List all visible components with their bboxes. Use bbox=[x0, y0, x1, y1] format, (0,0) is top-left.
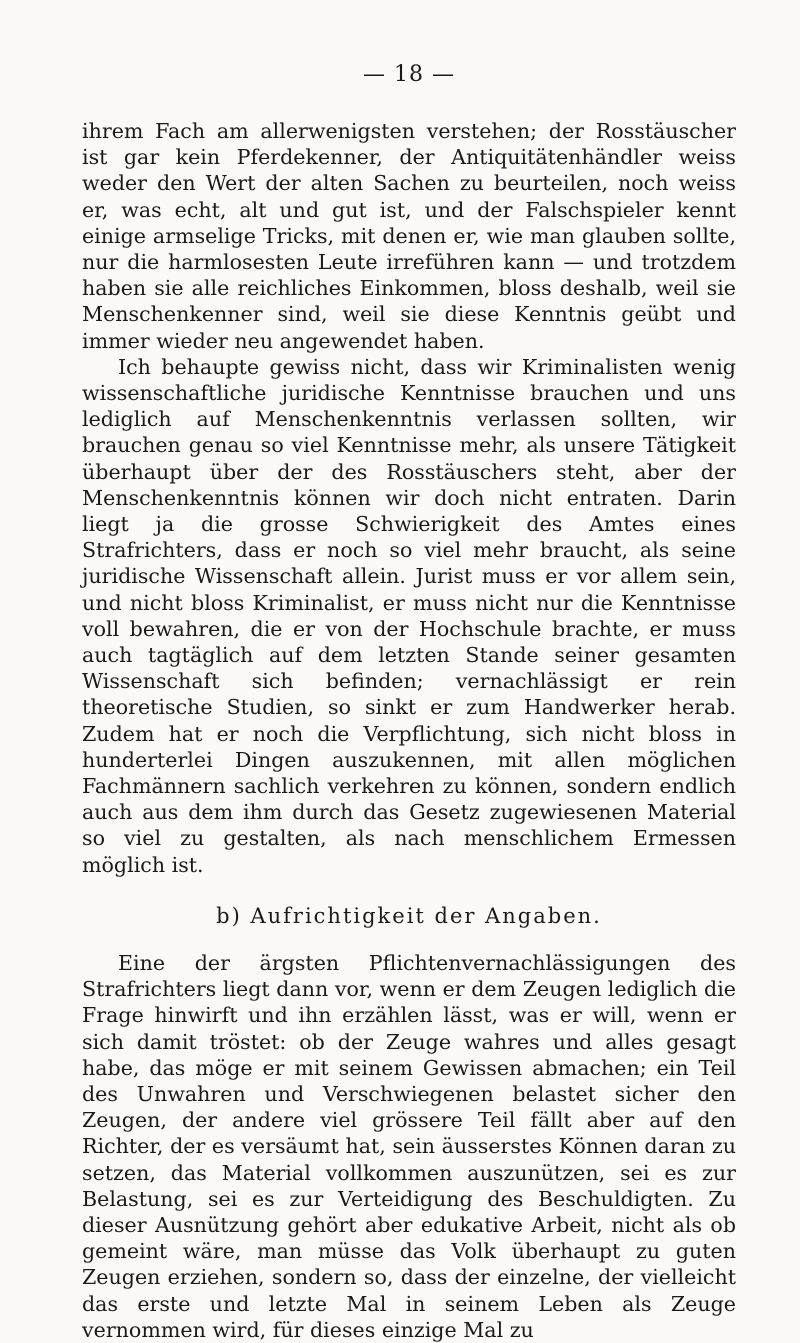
paragraph-pflichtenvernachlaessigung: Eine der ärgsten Pflichtenvernachlässigungen des Strafrichters liegt dann vor, wenn er dem Zeugen lediglich die Frage hinwirft und ihn erzählen lässt, was er will, wenn er sich damit tröstet: ob der Zeuge wahres und alles gesagt habe, das möge er mit seinem Gewissen abmachen; ein Teil des Unwahren und Verschwiegenen belastet sicher den Zeugen, der andere viel grössere Teil fällt aber auf den Richter, der es versäumt hat, sein äusserstes Können daran zu setzen, das Material vollkommen auszunützen, sei es zur Belastung, sei es zur Verteidigung des Beschuldigten. Zu dieser Ausnützung gehört aber edukative Arbeit, nicht als ob gemeint wäre, man müsse das Volk überhaupt zu guten Zeugen erziehen, sondern so, dass der einzelne, der vielleicht das erste und letzte Mal in seinem Leben als Zeuge vernommen wird, für dieses einzige Mal zu bbox=[82, 950, 736, 1342]
section-heading: b) Aufrichtigkeit der Angaben. bbox=[216, 903, 602, 928]
page-number: — 18 — bbox=[363, 62, 455, 87]
paragraph-kriminalist: Ich behaupte gewiss nicht, dass wir Kriminalisten wenig wissenschaftliche juridische Kenntnisse brauchen und uns lediglich auf Menschenkenntnis verlassen sollten, wir brauchen genau so viel Kenntnisse mehr, als unsere Tätigkeit überhaupt über der des Rosstäuschers steht, aber der Menschenkenntnis können wir doch nicht entraten. Darin liegt ja die grosse Schwierigkeit des Amtes eines Strafrichters, dass er noch so viel mehr braucht, als seine juridische Wissenschaft allein. Jurist muss er vor allem sein, und nicht bloss Kriminalist, er muss nicht nur die Kenntnisse voll bewahren, die er von der Hochschule brachte, er muss auch tagtäglich auf dem letzten Stande seiner gesamten Wissenschaft sich befinden; vernachlässigt er rein theoretische Studien, so sinkt er zum Handwerker herab. Zudem hat er noch die Verpflichtung, sich nicht bloss in hunderterlei Dingen auszukennen, mit allen möglichen Fachmännern sachlich verkehren zu können, sondern endlich auch aus dem ihm durch das Gesetz zugewiesenen Material so viel zu gestalten, als nach menschlichem Ermessen möglich ist. bbox=[82, 354, 736, 877]
paragraph-continuation: ihrem Fach am allerwenigsten verstehen; der Rosstäuscher ist gar kein Pferdekenner, der Antiquitätenhändler weiss weder den Wert der alten Sachen zu beurteilen, noch weiss er, was echt, alt und gut ist, und der Falschspieler kennt einige armselige Tricks, mit denen er, wie man glauben sollte, nur die harmlosesten Leute irreführen kann — und trotzdem haben sie alle reichliches Einkommen, bloss deshalb, weil sie Menschenkenner sind, weil sie diese Kenntnis geübt und immer wieder neu angewendet haben. bbox=[82, 119, 736, 353]
book-page bbox=[82, 58, 736, 1343]
